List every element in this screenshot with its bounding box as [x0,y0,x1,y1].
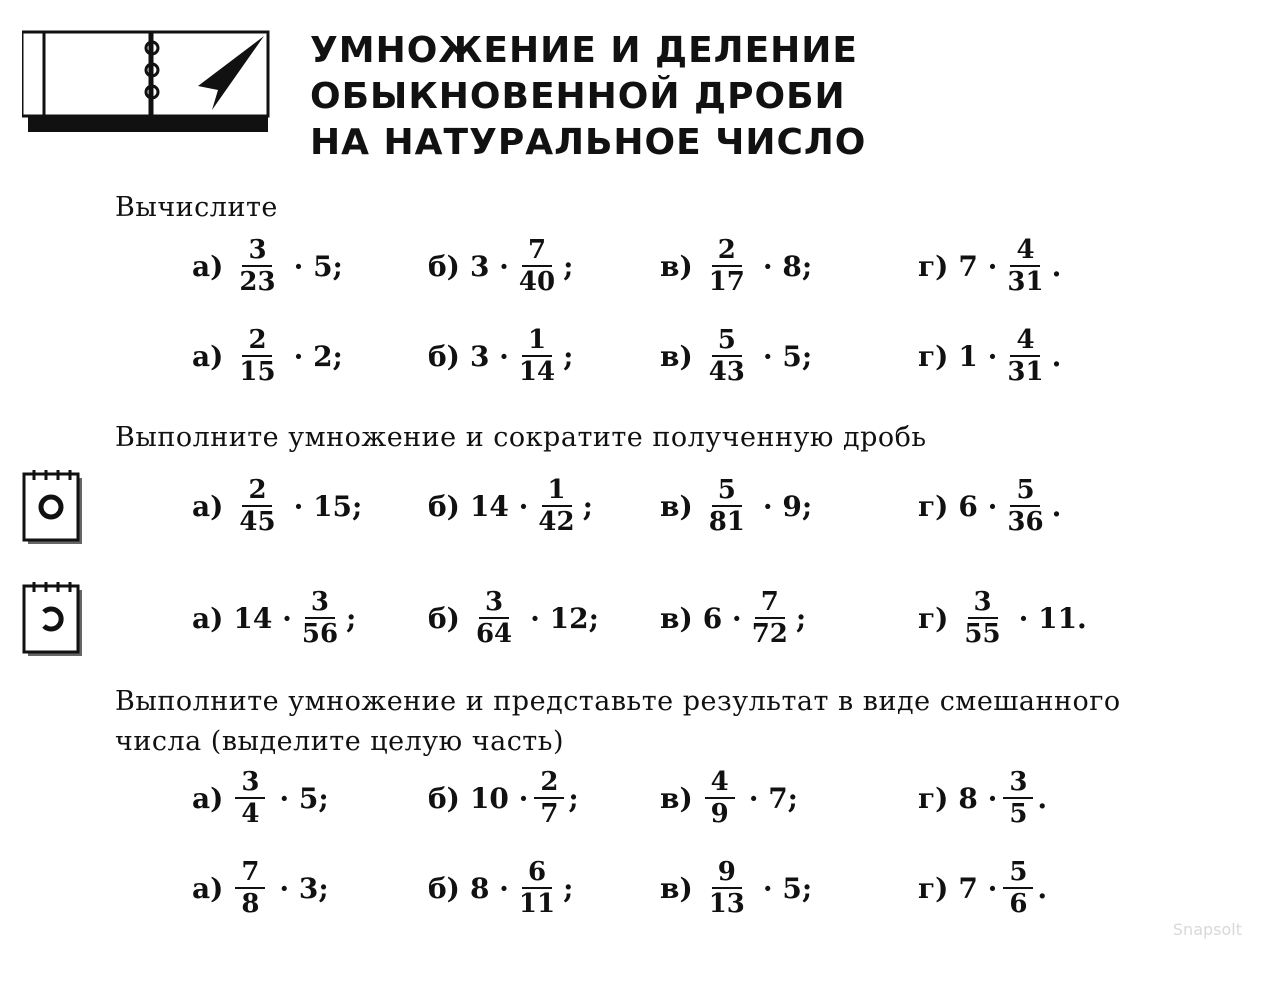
whole-number: 3 · [469,249,509,283]
exercise-item [660,848,812,928]
fraction [472,587,516,649]
exercise-item [918,758,1047,838]
fraction-denominator: 23 [239,267,276,297]
fraction [1003,475,1047,537]
fraction-denominator: 55 [964,619,1001,649]
exercise-label: б) [428,601,460,635]
exercise-label: а) [192,489,224,523]
fraction-denominator: 4 [241,799,260,829]
expression-tail: ; [582,489,593,523]
exercise-label: в) [660,601,693,635]
whole-number: 14 · [233,601,292,635]
fraction-denominator: 31 [1007,267,1044,297]
exercise-label: в) [660,489,693,523]
fraction-numerator: 2 [712,235,742,267]
exercise-item [918,578,1087,658]
fraction [748,587,792,649]
expression-tail: · 12; [530,601,599,635]
exercise-label: а) [192,249,224,283]
expression-tail: · 2; [293,339,343,373]
fraction-denominator: 15 [239,357,276,387]
expression-tail: · 5; [762,339,813,373]
exercise-label: б) [428,871,460,905]
expression-tail: . [1037,871,1048,905]
fraction [515,325,559,387]
fraction-numerator: 3 [235,767,265,799]
fraction [705,767,735,829]
fraction-denominator: 40 [518,267,556,297]
fraction-denominator: 5 [1009,799,1028,829]
expression-tail: ; [346,601,357,635]
exercise-label: а) [192,781,224,815]
section3-heading-line2: числа (выделите целую часть) [115,726,564,757]
exercise-item [918,226,1061,306]
fraction-numerator: 5 [712,325,742,357]
expression-tail: · 5; [293,249,343,283]
expression-tail: . [1037,781,1048,815]
exercise-label: б) [428,489,460,523]
fraction [705,235,749,297]
exercise-label: г) [918,339,949,373]
expression-tail: ; [795,601,807,635]
fraction-denominator: 42 [538,507,575,537]
exercise-item [192,758,329,838]
whole-number: 10 · [469,781,529,815]
exercise-row [0,226,1280,306]
fraction-numerator: 4 [1010,235,1040,267]
fraction [235,235,279,297]
watermark: Snapsolt [1172,920,1242,939]
exercise-label: а) [192,871,224,905]
fraction-numerator: 5 [1010,475,1040,507]
whole-number: 8 · [469,871,509,905]
fraction-denominator: 36 [1007,507,1044,537]
exercise-item [192,466,362,546]
fraction [1003,767,1033,829]
fraction-numerator: 4 [1010,325,1040,357]
exercise-item [428,578,599,658]
fraction-denominator: 11 [518,889,556,919]
fraction-denominator: 81 [708,507,745,537]
fraction-denominator: 31 [1007,357,1044,387]
exercise-label: г) [918,249,949,283]
fraction [235,325,279,387]
exercise-item [192,316,343,396]
expression-tail: ; [563,871,574,905]
fraction [1003,235,1047,297]
fraction-denominator: 64 [475,619,513,649]
exercise-label: г) [918,781,949,815]
exercise-row [0,466,1280,546]
expression-tail: . [1051,339,1062,373]
fraction-numerator: 5 [1003,857,1033,889]
expression-tail: · 3; [279,871,329,905]
fraction-numerator: 6 [522,857,552,889]
fraction-denominator: 43 [708,357,745,387]
exercise-item [428,758,579,838]
fraction [1003,857,1033,919]
fraction-denominator: 9 [710,799,729,829]
exercise-item [428,226,573,306]
fraction [534,767,564,829]
whole-number: 1 · [958,339,998,373]
fraction [534,475,578,537]
fraction-denominator: 6 [1009,889,1028,919]
exercise-item [660,226,812,306]
expression-tail: · 5; [762,871,813,905]
fraction-numerator: 3 [305,587,335,619]
expression-tail: · 15; [293,489,363,523]
exercise-row [0,758,1280,838]
title-line-3: НА НАТУРАЛЬНОЕ ЧИСЛО [310,122,867,163]
exercise-item [918,848,1047,928]
expression-tail: · 9; [762,489,813,523]
whole-number: 6 · [702,601,742,635]
fraction-denominator: 13 [708,889,745,919]
exercise-item [192,848,329,928]
fraction [515,857,559,919]
expression-tail: . [1051,489,1062,523]
fraction-denominator: 7 [540,799,559,829]
fraction-numerator: 1 [522,325,552,357]
exercise-label: г) [918,871,949,905]
fraction-numerator: 3 [1003,767,1033,799]
section3-heading-line1: Выполните умножение и представьте результат в виде смешанного [115,686,1121,717]
fraction [235,857,265,919]
exercise-label: а) [192,339,224,373]
fraction-denominator: 45 [239,507,276,537]
page-title [310,28,866,166]
expression-tail: · 5; [279,781,329,815]
exercise-label: в) [660,339,693,373]
title-line-2: ОБЫКНОВЕННОЙ ДРОБИ [310,76,846,117]
exercise-label: в) [660,249,693,283]
exercise-row [0,848,1280,928]
title-line-1: УМНОЖЕНИЕ И ДЕЛЕНИЕ [310,30,859,71]
expression-tail: ; [568,781,579,815]
whole-number: 7 · [958,249,998,283]
expression-tail: ; [563,249,574,283]
fraction-numerator: 2 [242,325,272,357]
whole-number: 7 · [958,871,998,905]
expression-tail: · 7; [748,781,799,815]
exercise-label: в) [660,871,693,905]
exercise-label: б) [428,249,460,283]
exercise-item [918,466,1061,546]
whole-number: 3 · [469,339,509,373]
exercise-row [0,316,1280,396]
expression-tail: · 11. [1018,601,1087,635]
fraction [705,857,749,919]
exercise-item [918,316,1061,396]
exercise-item [428,466,593,546]
exercise-label: б) [428,339,460,373]
fraction-numerator: 7 [755,587,785,619]
exercise-row [0,578,1280,658]
notebook-pen-icon [22,28,272,136]
exercise-item [428,316,573,396]
fraction-denominator: 56 [301,619,339,649]
fraction-numerator: 7 [522,235,552,267]
fraction-numerator: 1 [542,475,572,507]
fraction-numerator: 3 [968,587,998,619]
exercise-item [428,848,573,928]
fraction-denominator: 72 [751,619,788,649]
exercise-item [192,226,343,306]
fraction [298,587,342,649]
fraction-numerator: 5 [712,475,742,507]
expression-tail: ; [563,339,574,373]
section2-heading: Выполните умножение и сократите полученную дробь [115,422,927,453]
whole-number: 6 · [958,489,998,523]
fraction-numerator: 4 [705,767,735,799]
expression-tail: . [1051,249,1062,283]
exercise-label: г) [918,489,949,523]
fraction [960,587,1004,649]
fraction [515,235,559,297]
fraction-numerator: 3 [479,587,509,619]
exercise-label: в) [660,781,693,815]
whole-number: 8 · [958,781,998,815]
exercise-item [660,316,812,396]
exercise-item [192,578,356,658]
fraction-denominator: 8 [241,889,260,919]
fraction-numerator: 7 [235,857,265,889]
fraction [705,325,749,387]
fraction-denominator: 17 [708,267,745,297]
exercise-label: а) [192,601,224,635]
fraction-denominator: 14 [518,357,556,387]
expression-tail: · 8; [762,249,813,283]
exercise-item [660,758,798,838]
fraction-numerator: 2 [534,767,564,799]
fraction [235,767,265,829]
fraction [235,475,279,537]
section1-heading: Вычислите [115,192,278,223]
fraction [705,475,749,537]
fraction [1003,325,1047,387]
whole-number: 14 · [469,489,529,523]
fraction-numerator: 2 [242,475,272,507]
exercise-item [660,466,812,546]
fraction-numerator: 9 [712,857,742,889]
exercise-item [660,578,806,658]
exercise-label: г) [918,601,949,635]
fraction-numerator: 3 [242,235,272,267]
exercise-label: б) [428,781,460,815]
